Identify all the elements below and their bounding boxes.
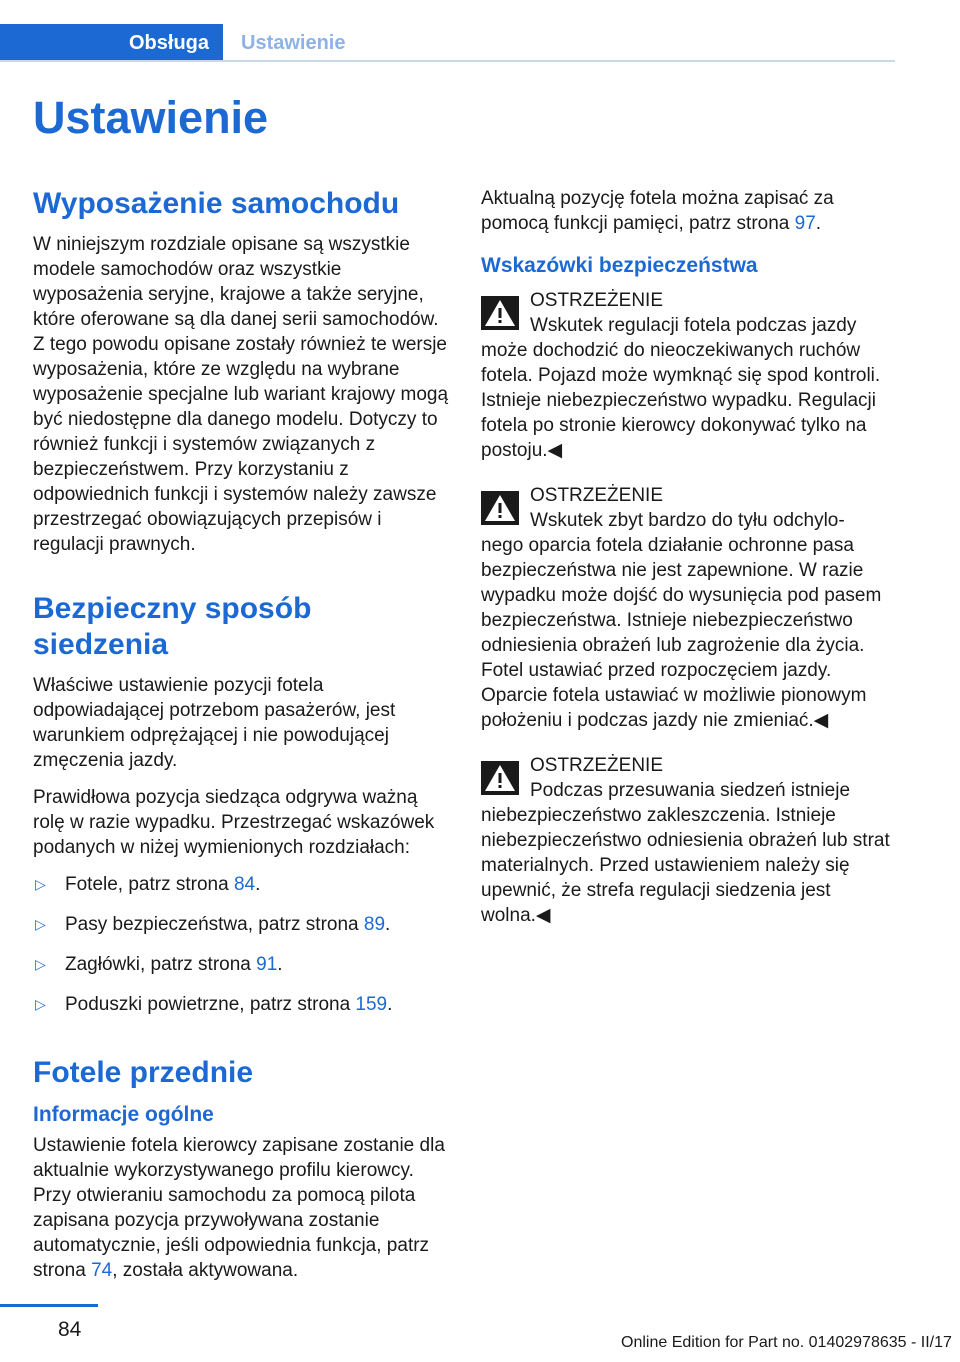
seating-paragraph-2: Prawidłowa pozycja siedząca odgrywa ważną rolę w razie wypadku. Przestrzegać wskazówek podanych w niżej wymienionych rozdziałach: [33,787,435,858]
warning-text-first: Wskutek regulacji fotela podczas jazdy [530,315,857,336]
warning-text: niebezpieczeństwo zakleszczenia. Istnieje niebezpieczeństwo odniesienia obrażeń lub strat materialnych. Przed ustawieniem należy się upewnić, że strefa regulacji siedzenia jest wolna.◀ [481,805,890,926]
list-item [33,952,453,977]
memory-text-end: . [815,213,822,234]
page-link[interactable]: 91 [256,954,278,975]
warning-label: OSTRZEŻENIE [530,485,664,506]
warning-label: OSTRZEŻENIE [530,290,664,311]
page-number: 84 [58,1318,82,1341]
list-item-end: . [277,954,283,975]
page-link[interactable]: 84 [233,874,256,895]
memory-paragraph [481,186,891,236]
tab-ustawienie[interactable]: Ustawienie [241,32,346,54]
footer-rule [0,1304,98,1307]
tab-obsluga[interactable]: Obsługa [0,24,223,62]
warning-triangle-icon [481,761,519,795]
front-seats-paragraph [33,1133,453,1283]
warning-text: nego oparcia fotela działanie ochronne pasa bezpieczeństwa nie jest zapewnione. W razie wypadku może dojść do wysunięcia pod pasem bezpieczeństwa. Istnieje niebezpieczeństwo odniesienia obrażeń lub zagrożenie dla życia. Fotel ustawiać przed rozpoczęciem jazdy. Oparcie fotela ustawiać w możliwie pionowym położeniu i podczas jazdy nie zmieniać.◀ [481,535,882,731]
triangle-bullet-icon: ▷ [35,916,46,932]
safety-heading: Wskazówki bezpieczeństwa [481,254,758,277]
warning-text-first: Podczas przesuwania siedzeń istnieje [530,780,851,801]
front-seats-text-end: , została aktywowana. [112,1260,299,1281]
list-item-end: . [255,874,261,895]
list-item-text: Pasy bezpieczeństwa, patrz strona [65,914,364,935]
equipment-paragraph: W niniejszym rozdziale opisane są wszystkie modele samochodów oraz wszystkie wyposażenia seryjne, krajowe a także seryjne, które oferowane są dla danej serii samochodów. Z tego powodu opisane zostały również te wersje wyposażenia, które ze względu na wybrane wyposażenie specjalne lub wariant krajowy mogą być niedostępne dla danego modelu. Dotyczy to również funkcji i systemów związanych z bezpieczeństwem. Przy korzystaniu z odpowiednich funkcji i systemów należy zawsze przestrzegać obowiązujących przepisów i regulacji prawnych. [33,234,449,555]
list-item-end: . [385,914,391,935]
header-tabs [0,24,895,62]
seating-paragraph-1: Właściwe ustawienie pozycji fotela odpowiadającej potrzebom pasażerów, jest warunkiem odprężającej i nie powodującej zmęczenia jazdy. [33,675,396,771]
page-link[interactable]: 159 [355,994,388,1015]
list-item [33,872,453,897]
warning-triangle-icon [481,491,519,525]
warning-text-first: Wskutek zbyt bardzo do tyłu odchylo- [530,510,845,531]
right-column [481,186,891,948]
list-item-text: Poduszki powietrzne, patrz strona [65,994,356,1015]
warning-triangle-icon [481,296,519,330]
warning-block [481,483,891,733]
reference-list [33,872,453,1017]
header-rule [0,60,895,62]
section-heading-front-seats: Fotele przednie [33,1056,254,1089]
list-item [33,992,453,1017]
list-item [33,912,453,937]
section-heading-equipment: Wyposażenie samochodu [33,187,400,220]
page-link[interactable]: 97 [794,213,816,234]
page-link[interactable]: 74 [91,1260,113,1281]
subheading-general-info: Informacje ogólne [33,1103,214,1126]
warning-block [481,288,891,463]
warning-block [481,753,891,928]
triangle-bullet-icon: ▷ [35,956,46,972]
front-seats-text: Ustawienie fotela kierowcy zapisane zostanie dla aktualnie wykorzystywanego profilu kierowcy. Przy otwieraniu samochodu za pomocą pilota zapisana pozycja przywoływana zostanie automatycznie, jeśli odpowiednia funkcja, patrz strona [33,1135,445,1281]
page-title: Ustawienie [33,92,269,143]
memory-text: Aktualną pozycję fotela można zapisać za pomocą funkcji pamięci, patrz strona [481,188,834,234]
left-column [33,186,453,1295]
list-item-text: Zagłówki, patrz strona [65,954,257,975]
warning-text: może dochodzić do nieoczekiwanych ruchów fotela. Pojazd może wymknąć się spod kontroli. Istnieje niebezpieczeństwo wypadku. Regulacji fotela po stronie kierowcy dokonywać tylko na postoju.◀ [481,340,881,461]
warning-label: OSTRZEŻENIE [530,755,664,776]
list-item-text: Fotele, patrz strona [65,874,234,895]
triangle-bullet-icon: ▷ [35,996,46,1012]
list-item-end: . [387,994,393,1015]
section-heading-seating: Bezpieczny sposób siedzenia [33,592,312,661]
edition-label: Online Edition for Part no. 01402978635 - II/17 [621,1334,952,1351]
triangle-bullet-icon: ▷ [35,876,46,892]
page-link[interactable]: 89 [363,914,386,935]
